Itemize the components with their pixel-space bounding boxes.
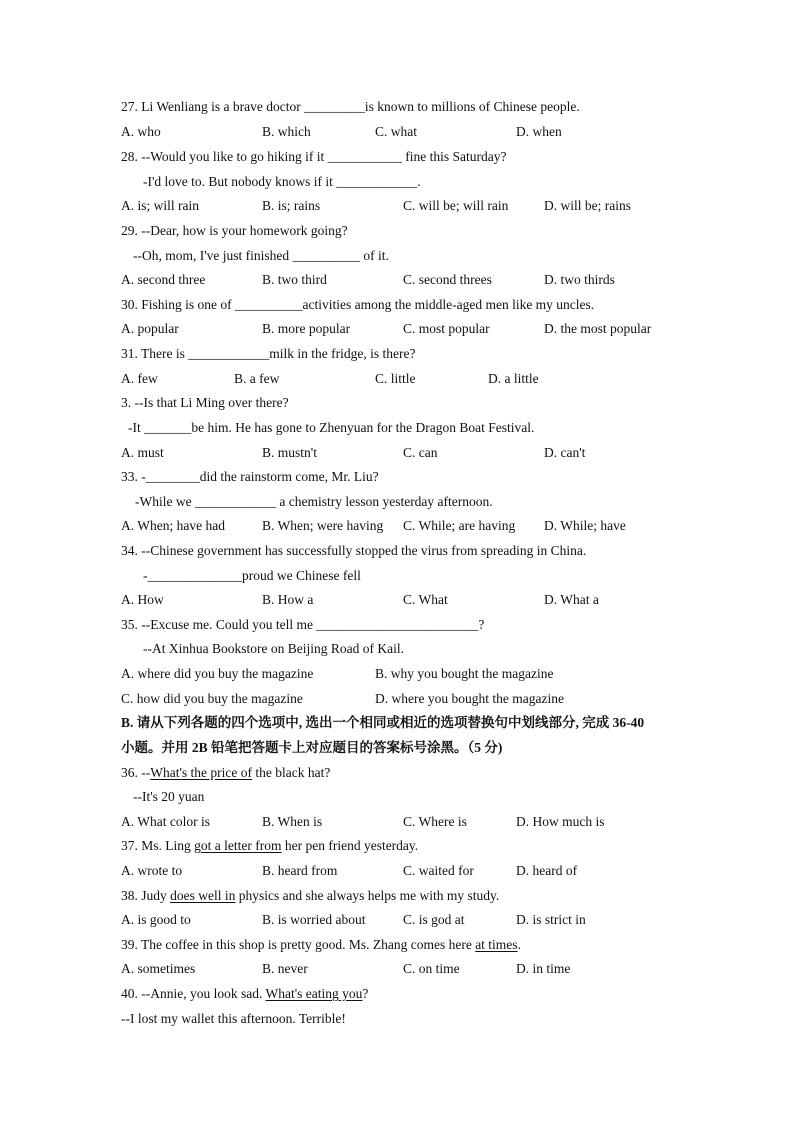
- underlined-phrase: got a letter from: [194, 838, 282, 853]
- question-28-reply: -I'd love to. But nobody knows if it ____________.: [143, 174, 421, 189]
- question-28-stem: 28. --Would you like to go hiking if it ___________ fine this Saturday?: [121, 149, 507, 164]
- question-28-options: [0, 196, 800, 216]
- option-c: C. While; are having: [403, 518, 516, 533]
- option-d: D. is strict in: [516, 912, 586, 927]
- option-d: D. a little: [488, 371, 539, 386]
- option-a: A. second three: [121, 272, 206, 287]
- question-36-options: [0, 812, 800, 832]
- question-34-stem: 34. --Chinese government has successfully stopped the virus from spreading in China.: [121, 543, 587, 558]
- question-30-options: [0, 319, 800, 339]
- option-d: D. when: [516, 124, 562, 139]
- question-38-options: [0, 910, 800, 930]
- option-a: A. where did you buy the magazine: [121, 666, 314, 681]
- option-b: B. mustn't: [262, 445, 317, 460]
- option-c: C. waited for: [403, 863, 474, 878]
- question-36-reply: --It's 20 yuan: [133, 789, 205, 804]
- option-c: C. is god at: [403, 912, 465, 927]
- question-32-options: [0, 443, 800, 463]
- option-a: A. must: [121, 445, 164, 460]
- option-b: B. heard from: [262, 863, 338, 878]
- question-33-stem: 33. -________did the rainstorm come, Mr. Liu?: [121, 469, 379, 484]
- option-b: B. When; were having: [262, 518, 384, 533]
- option-a: A. few: [121, 371, 158, 386]
- question-31-stem: 31. There is ____________milk in the fridge, is there?: [121, 346, 416, 361]
- option-c: C. on time: [403, 961, 460, 976]
- option-d: D. the most popular: [544, 321, 652, 336]
- underlined-phrase: What's eating you: [265, 986, 363, 1001]
- option-d: D. While; have: [544, 518, 626, 533]
- option-b: B. never: [262, 961, 308, 976]
- option-c: C. second threes: [403, 272, 492, 287]
- option-c: C. how did you buy the magazine: [121, 691, 303, 706]
- question-35-options-row2: [0, 689, 800, 709]
- option-d: D. will be; rains: [544, 198, 631, 213]
- option-d: D. heard of: [516, 863, 578, 878]
- option-a: A. How: [121, 592, 164, 607]
- option-c: C. little: [375, 371, 416, 386]
- underlined-phrase: does well in: [170, 888, 236, 903]
- option-b: B. How a: [262, 592, 314, 607]
- option-d: D. What a: [544, 592, 599, 607]
- underlined-phrase: at times: [475, 937, 518, 952]
- option-c: C. most popular: [403, 321, 490, 336]
- option-d: D. where you bought the magazine: [375, 691, 564, 706]
- question-33-reply: -While we ____________ a chemistry lesson yesterday afternoon.: [135, 494, 493, 509]
- question-37-stem: 37. Ms. Ling got a letter from her pen friend yesterday.: [121, 838, 419, 853]
- option-d: D. can't: [544, 445, 586, 460]
- question-34-reply: -______________proud we Chinese fell: [143, 568, 361, 583]
- option-a: A. is; will rain: [121, 198, 199, 213]
- option-a: A. who: [121, 124, 161, 139]
- question-31-options: [0, 369, 800, 389]
- question-37-options: [0, 861, 800, 881]
- question-27-stem: 27. Li Wenliang is a brave doctor _________is known to millions of Chinese people.: [121, 99, 580, 114]
- question-32-stem: 3. --Is that Li Ming over there?: [121, 395, 289, 410]
- question-40-stem: 40. --Annie, you look sad. What's eating you?: [121, 986, 369, 1001]
- question-30-stem: 30. Fishing is one of __________activities among the middle-aged men like my uncles.: [121, 297, 595, 312]
- option-a: A. is good to: [121, 912, 191, 927]
- option-a: A. wrote to: [121, 863, 183, 878]
- option-b: B. why you bought the magazine: [375, 666, 554, 681]
- question-34-options: [0, 590, 800, 610]
- option-b: B. a few: [234, 371, 280, 386]
- question-29-reply: --Oh, mom, I've just finished __________ of it.: [133, 248, 389, 263]
- question-33-options: [0, 516, 800, 536]
- option-c: C. Where is: [403, 814, 467, 829]
- question-39-stem: 39. The coffee in this shop is pretty good. Ms. Zhang comes here at times.: [121, 937, 521, 952]
- question-40-reply: --I lost my wallet this afternoon. Terrible!: [121, 1011, 346, 1026]
- option-a: A. When; have had: [121, 518, 225, 533]
- question-29-stem: 29. --Dear, how is your homework going?: [121, 223, 348, 238]
- question-39-options: [0, 959, 800, 979]
- option-a: A. What color is: [121, 814, 210, 829]
- option-a: A. popular: [121, 321, 179, 336]
- underlined-phrase: What's the price of: [150, 765, 253, 780]
- question-35-reply: --At Xinhua Bookstore on Beijing Road of Kail.: [143, 641, 404, 656]
- option-d: D. How much is: [516, 814, 605, 829]
- question-38-stem: 38. Judy does well in physics and she always helps me with my study.: [121, 888, 500, 903]
- option-c: C. what: [375, 124, 417, 139]
- question-35-stem: 35. --Excuse me. Could you tell me ________________________?: [121, 617, 485, 632]
- question-29-options: [0, 270, 800, 290]
- question-27-options: [0, 122, 800, 142]
- option-c: C. can: [403, 445, 438, 460]
- section-b-instructions-line1: B. 请从下列各题的四个选项中, 选出一个相同或相近的选项替换句中划线部分, 完成 36-40: [121, 715, 645, 730]
- question-35-options-row1: [0, 664, 800, 684]
- question-32-reply: -It _______be him. He has gone to Zhenyuan for the Dragon Boat Festival.: [128, 420, 535, 435]
- section-b-instructions-line2: 小题。并用 2B 铅笔把答题卡上对应题目的答案标号涂黑。（5 分): [121, 740, 503, 755]
- option-c: C. What: [403, 592, 448, 607]
- question-36-stem: 36. --What's the price of the black hat?: [121, 765, 331, 780]
- option-b: B. which: [262, 124, 311, 139]
- option-b: B. two third: [262, 272, 327, 287]
- option-d: D. two thirds: [544, 272, 615, 287]
- option-c: C. will be; will rain: [403, 198, 509, 213]
- option-b: B. is; rains: [262, 198, 321, 213]
- option-a: A. sometimes: [121, 961, 196, 976]
- option-b: B. is worried about: [262, 912, 366, 927]
- option-d: D. in time: [516, 961, 571, 976]
- option-b: B. more popular: [262, 321, 351, 336]
- option-b: B. When is: [262, 814, 323, 829]
